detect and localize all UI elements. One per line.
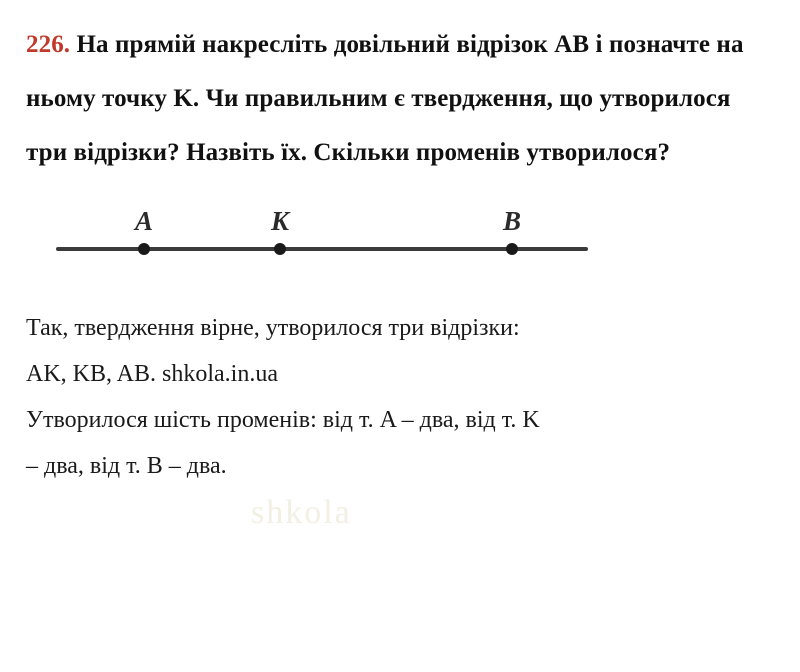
point-label-a: A xyxy=(134,206,154,236)
point-label-b: B xyxy=(502,206,522,236)
figure-svg xyxy=(26,194,626,294)
answer-line-1: Так, твердження вірне, утворилося три відрізки: xyxy=(26,315,520,341)
answer-line-3: Утворилося шість променів: від т. A – два, від т. K xyxy=(26,407,540,433)
answer-block xyxy=(26,305,774,489)
task-text: На прямій накресліть довільний відрізок AB і позначте на ньому точку K. Чи правильним є твердження, що утворилося три відрізки? Назвіть їх. Скільки променів утворилося? xyxy=(26,31,744,166)
point-dot-a xyxy=(138,243,150,255)
point-dot-b xyxy=(506,243,518,255)
task-statement xyxy=(26,18,774,180)
watermark-text: shkola xyxy=(251,494,352,531)
answer-line-4: – два, від т. B – два. xyxy=(26,453,227,479)
answer-line-2: AK, KB, AB. shkola.in.ua xyxy=(26,361,278,387)
task-number: 226. xyxy=(26,31,71,58)
point-label-k: K xyxy=(270,206,290,236)
point-dot-k xyxy=(274,243,286,255)
